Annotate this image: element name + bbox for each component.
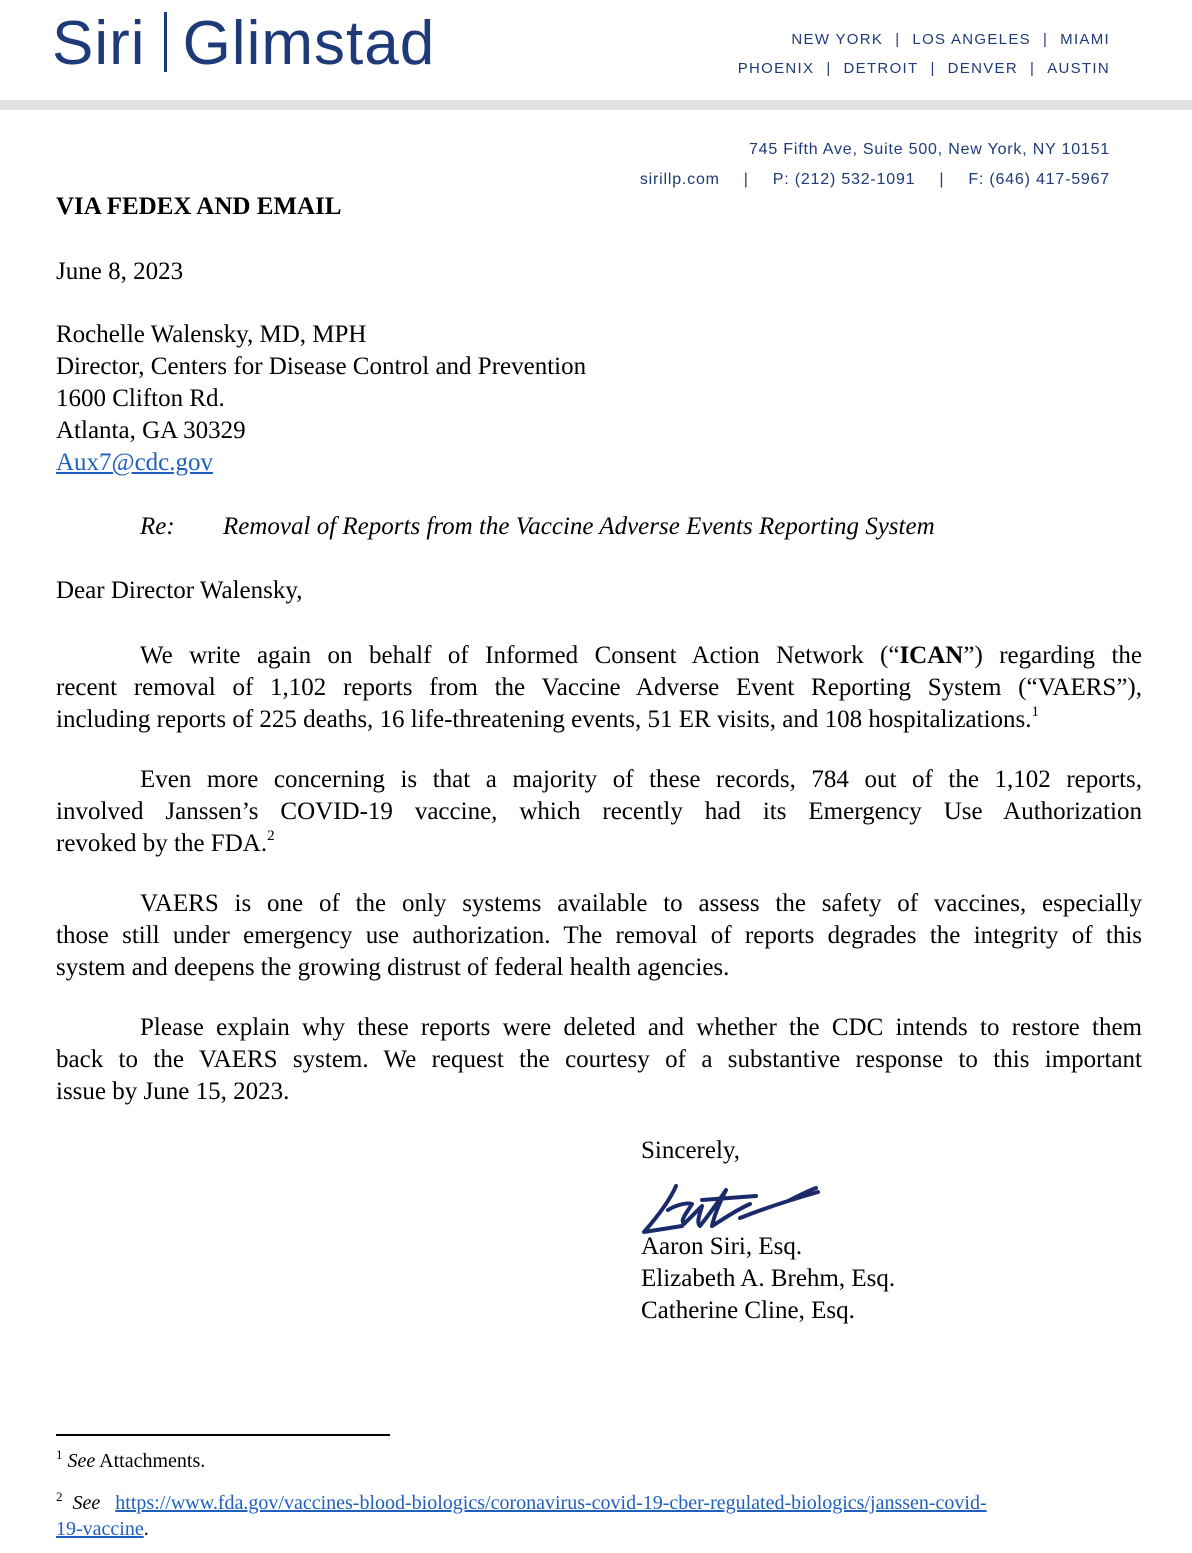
office-location: DENVER — [947, 60, 1018, 77]
firm-name-first: Siri — [52, 9, 146, 78]
recipient-name: Rochelle Walensky, MD, MPH — [56, 321, 367, 348]
letterhead — [0, 0, 1192, 100]
firm-fax: F: (646) 417-5967 — [968, 171, 1110, 188]
signer-name: Aaron Siri, Esq. — [641, 1233, 803, 1260]
signer-name: Elizabeth A. Brehm, Esq. — [641, 1265, 896, 1292]
footnote-text: Attachments. — [95, 1450, 206, 1472]
footnote-number: 2 — [56, 1489, 63, 1504]
footnote-see: See — [67, 1450, 96, 1472]
firm-logo — [52, 9, 436, 78]
signer-name: Catherine Cline, Esq. — [641, 1297, 855, 1324]
paragraph-line: involved Janssen’s COVID-19 vaccine, which recently had its Emergency Use Authorization — [56, 798, 1142, 825]
firm-address: 745 Fifth Ave, Suite 500, New York, NY 10151 — [748, 141, 1110, 158]
footnote-divider — [56, 1434, 390, 1436]
header-divider — [0, 100, 1192, 110]
office-location: MIAMI — [1060, 31, 1110, 48]
delivery-method: VIA FEDEX AND EMAIL — [56, 193, 342, 220]
subject-label: Re: — [140, 513, 175, 540]
firm-website[interactable]: sirillp.com — [639, 171, 720, 188]
valediction: Sincerely, — [641, 1137, 741, 1164]
firm-phone: P: (212) 532-1091 — [772, 171, 916, 188]
recipient-street: 1600 Clifton Rd. — [56, 385, 225, 412]
salutation: Dear Director Walensky, — [56, 577, 303, 604]
footnote-2-continued — [56, 1518, 149, 1541]
recipient-city: Atlanta, GA 30329 — [56, 417, 246, 444]
contact-separator: | — [743, 171, 749, 188]
paragraph-line: recent removal of 1,102 reports from the Vaccine Adverse Event Reporting System (“VAERS”), — [56, 674, 1142, 701]
office-separator: | — [1029, 60, 1036, 77]
paragraph-line: VAERS is one of the only systems available to assess the safety of vaccines, especially — [140, 890, 1142, 917]
office-separator: | — [895, 31, 901, 48]
firm-name-second: Glimstad — [182, 9, 436, 78]
footnote-ref-2[interactable]: 2 — [267, 828, 275, 844]
footnote-period: . — [143, 1518, 149, 1540]
letter-date: June 8, 2023 — [56, 258, 184, 285]
contact-separator: | — [939, 171, 945, 188]
paragraph-line: revoked by the FDA.$^2$ — [56, 828, 275, 857]
footnote-ref-1[interactable]: 1 — [1031, 704, 1040, 720]
paragraph-line: Please explain why these reports were deleted and whether the CDC intends to restore them — [140, 1014, 1142, 1041]
office-separator: | — [1042, 31, 1049, 48]
body-paragraph-3 — [56, 888, 1142, 984]
office-location: LOS ANGELES — [912, 31, 1031, 48]
paragraph-line: We write again on behalf of Informed Consent Action Network (“ICAN”) regarding the — [140, 642, 1142, 669]
offices-row-1 — [791, 31, 1110, 48]
body-paragraph-2 — [56, 764, 1142, 860]
footnote-2 — [56, 1489, 987, 1515]
office-location: PHOENIX — [737, 60, 815, 77]
logo-divider — [164, 12, 167, 72]
office-separator: | — [826, 60, 832, 77]
recipient-email-link[interactable]: Aux7@cdc.gov — [56, 449, 214, 476]
paragraph-line: issue by June 15, 2023. — [56, 1078, 290, 1105]
paragraph-line: including reports of 225 deaths, 16 life-threatening events, 51 ER visits, and 108 hospitalizations.$^1$ — [56, 704, 1040, 733]
paragraph-line: Even more concerning is that a majority of these records, 784 out of the 1,102 reports, — [140, 766, 1142, 793]
fda-link-continued[interactable]: 19-vaccine — [56, 1518, 144, 1540]
body-paragraph-4 — [56, 1012, 1142, 1108]
firm-contact-line — [640, 171, 1110, 189]
footnote-1 — [56, 1447, 206, 1473]
footnote-number: 1 — [56, 1447, 63, 1462]
paragraph-line: back to the VAERS system. We request the courtesy of a substantive response to this important — [56, 1046, 1142, 1073]
recipient-title: Director, Centers for Disease Control and Prevention — [56, 353, 587, 380]
signature-image — [640, 1180, 830, 1240]
fda-link[interactable]: https://www.fda.gov/vaccines-blood-biologics/coronavirus-covid-19-cber-regulated-biologics/janssen-covid- — [115, 1492, 987, 1514]
office-location: NEW YORK — [791, 31, 884, 48]
body-paragraph-1 — [56, 640, 1142, 736]
office-location: DETROIT — [843, 60, 919, 77]
subject-text: Removal of Reports from the Vaccine Adverse Events Reporting System — [223, 513, 935, 540]
subject-line — [140, 513, 935, 541]
paragraph-line: those still under emergency use authorization. The removal of reports degrades the integrity of this — [56, 922, 1142, 949]
paragraph-line: system and deepens the growing distrust of federal health agencies. — [56, 954, 730, 981]
office-separator: | — [930, 60, 936, 77]
office-location: AUSTIN — [1047, 60, 1110, 77]
footnote-see: See — [72, 1492, 101, 1514]
ican-acronym: ICAN — [899, 642, 964, 669]
offices-row-2 — [738, 60, 1110, 77]
